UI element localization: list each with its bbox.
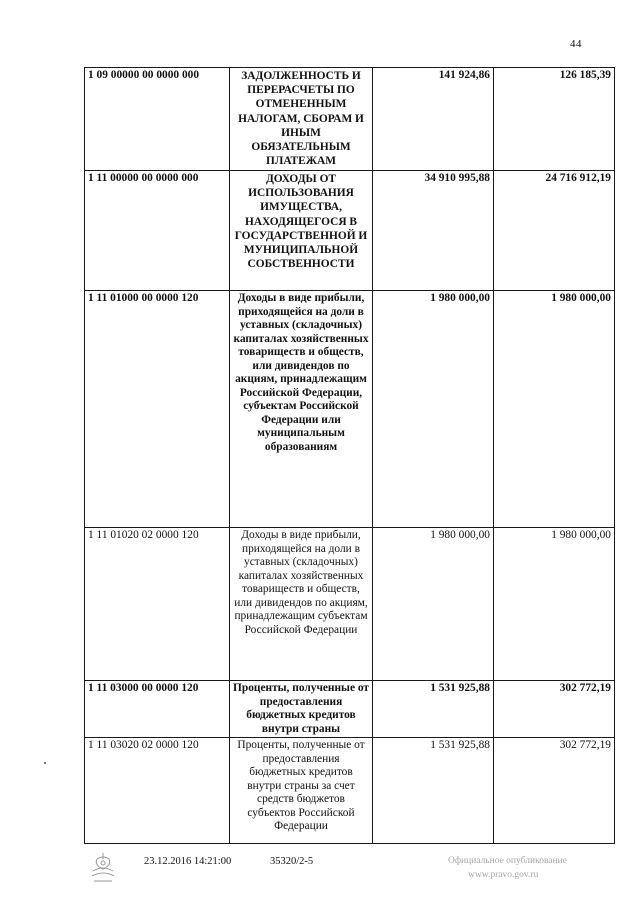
row-code: 1 09 00000 00 0000 000 (85, 68, 230, 171)
table-row (85, 738, 615, 844)
row-value-2: 302 772,19 (494, 681, 615, 738)
footer-datetime: 23.12.2016 14:21:00 (144, 856, 232, 867)
row-value-2: 302 772,19 (494, 738, 615, 844)
table-row (85, 528, 615, 681)
watermark-line-2: www.pravo.gov.ru (468, 870, 539, 880)
table-row (85, 68, 615, 171)
watermark-line-1: Официальное опубликование (448, 856, 567, 866)
row-name: Проценты, полученные от предоставления бюджетных кредитов внутри страны (230, 681, 373, 738)
row-code: 1 11 03000 00 0000 120 (85, 681, 230, 738)
row-code: 1 11 01000 00 0000 120 (85, 291, 230, 528)
table-row (85, 291, 615, 528)
row-name: ДОХОДЫ ОТ ИСПОЛЬЗОВАНИЯ ИМУЩЕСТВА, НАХОДЯЩЕГОСЯ В ГОСУДАРСТВЕННОЙ И МУНИЦИПАЛЬНОЙ СОБСТВЕННОСТИ (230, 171, 373, 291)
row-value-2: 126 185,39 (494, 68, 615, 171)
row-code: 1 11 00000 00 0000 000 (85, 171, 230, 291)
table-row (85, 681, 615, 738)
row-name: Проценты, полученные от предоставления бюджетных кредитов внутри страны за счет средств бюджетов субъектов Российской Федерации (230, 738, 373, 844)
row-value-1: 141 924,86 (373, 68, 494, 171)
row-value-1: 1 980 000,00 (373, 291, 494, 528)
footer-doc-number: 35320/2-5 (270, 856, 314, 867)
row-code: 1 11 01020 02 0000 120 (85, 528, 230, 681)
scan-speck (44, 762, 46, 764)
row-name: ЗАДОЛЖЕННОСТЬ И ПЕРЕРАСЧЕТЫ ПО ОТМЕНЕННЫМ НАЛОГАМ, СБОРАМ И ИНЫМ ОБЯЗАТЕЛЬНЫМ ПЛАТЕЖАМ (230, 68, 373, 171)
row-value-2: 1 980 000,00 (494, 528, 615, 681)
row-value-1: 1 531 925,88 (373, 681, 494, 738)
row-name: Доходы в виде прибыли, приходящейся на доли в уставных (складочных) капиталах хозяйственных товариществ и обществ, или дивидендов по акциям, принадлежащим субъектам Российской Федерации (230, 528, 373, 681)
table-row (85, 171, 615, 291)
page-number: 44 (570, 38, 582, 50)
row-value-2: 24 716 912,19 (494, 171, 615, 291)
row-name: Доходы в виде прибыли, приходящейся на доли в уставных (складочных) капиталах хозяйственных товариществ и обществ, или дивидендов по акциям, принадлежащим Российской Федерации, субъектам Российской Федерации или муниципальным образованиям (230, 291, 373, 528)
row-value-1: 1 980 000,00 (373, 528, 494, 681)
emblem-icon (88, 851, 118, 883)
page-footer (0, 855, 640, 895)
row-code: 1 11 03020 02 0000 120 (85, 738, 230, 844)
row-value-1: 1 531 925,88 (373, 738, 494, 844)
row-value-2: 1 980 000,00 (494, 291, 615, 528)
row-value-1: 34 910 995,88 (373, 171, 494, 291)
revenue-table (84, 67, 615, 844)
